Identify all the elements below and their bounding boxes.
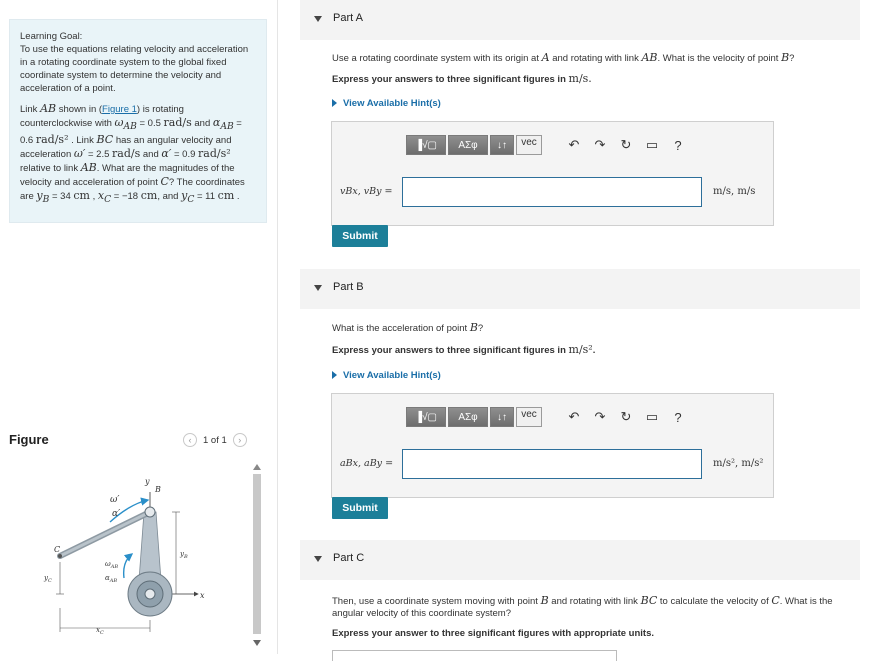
vec-button[interactable]: vec (516, 135, 542, 155)
label-alpha-ab: α (105, 574, 110, 582)
label-alpha-prime: α′ (112, 509, 121, 519)
part-a-answer-box (331, 121, 774, 226)
part-b-hint-text: View Available Hint(s) (343, 370, 441, 381)
arrows-button[interactable]: ↓↑ (490, 135, 514, 155)
svg-text:αAB (105, 574, 117, 584)
label-yc-sub: C (47, 578, 52, 584)
part-a-answer-label: vBx, vBy = (340, 186, 393, 197)
part-a-title: Part A (333, 12, 363, 24)
part-a-hint-link[interactable] (332, 98, 441, 109)
part-a-hint-text: View Available Hint(s) (343, 98, 441, 109)
label-b: B (155, 485, 161, 494)
part-a-question: Use a rotating coordinate system with its origin at A and rotating with link AB. What is the velocity of point B? (332, 51, 795, 64)
label-x: x (200, 591, 205, 600)
help-icon[interactable]: ? (674, 409, 682, 425)
part-b-hint-link[interactable] (332, 370, 441, 381)
part-b-header[interactable] (300, 269, 860, 309)
redo-icon[interactable]: ↷ (594, 137, 606, 152)
label-xc: x (96, 626, 100, 634)
part-c-question-tail: is the angular velocity of this coordinate system? (332, 596, 833, 619)
templates-button[interactable]: ▐√▢ (406, 135, 446, 155)
collapse-triangle-icon (314, 556, 322, 562)
svg-text:yB (179, 550, 188, 560)
greek-button[interactable]: ΑΣφ (448, 135, 488, 155)
undo-icon[interactable]: ↶ (568, 409, 580, 424)
part-b-toolbar (406, 407, 688, 427)
part-a-answer-input[interactable] (402, 177, 702, 207)
left-panel (0, 0, 278, 654)
learning-goal-box (9, 19, 267, 223)
label-omega-ab-sub: AB (110, 564, 119, 570)
figure-title: Figure (9, 432, 49, 447)
expand-triangle-icon (332, 371, 337, 379)
label-y: y (145, 477, 150, 486)
part-b-answer-label: aBx, aBy = (340, 458, 394, 469)
part-c-answer-box[interactable] (332, 650, 617, 661)
scroll-thumb[interactable] (253, 474, 261, 634)
problem-statement: Link AB shown in (Figure 1) is rotating counterclockwise with $\omega_{AB} = 0.5$ rad/s and $\alpha_{AB} = 0.6$ rad/s² . Link BC has an angular velocity and acceleration ω′ = 2.5 rad/s and α′ = 0.9 rad/s² relative to link AB. What are the magnitudes of the velocity and acceleration of point C? The coordinates are $y_B = 34$ cm , $x_C = -18$ cm, and $y_C = 11$ cm . (20, 102, 245, 206)
collapse-triangle-icon (314, 285, 322, 291)
mechanism-figure (40, 470, 240, 654)
templates-button[interactable]: ▐√▢ (406, 407, 446, 427)
part-a-header[interactable] (300, 0, 860, 40)
arrows-button[interactable]: ↓↑ (490, 407, 514, 427)
part-c-express: Express your answer to three significant figures with appropriate units. (332, 628, 655, 639)
undo-icon[interactable]: ↶ (568, 137, 580, 152)
part-a-toolbar (406, 135, 688, 155)
svg-text:xC (96, 626, 104, 636)
greek-button[interactable]: ΑΣφ (448, 407, 488, 427)
label-alpha-ab-sub: AB (109, 578, 118, 584)
panel-divider (277, 0, 278, 654)
keyboard-icon[interactable]: ▭ (645, 409, 659, 424)
expand-triangle-icon (332, 99, 337, 107)
part-b-question: What is the acceleration of point B? (332, 321, 484, 334)
label-yb-sub: B (183, 554, 188, 560)
scroll-down-arrow[interactable] (253, 640, 261, 646)
figure-pager (183, 433, 247, 447)
label-omega-prime: ω′ (110, 495, 120, 505)
label-yc: y (44, 574, 48, 582)
prev-figure-button[interactable]: ‹ (183, 433, 197, 447)
collapse-triangle-icon (314, 16, 322, 22)
label-c: C (54, 545, 61, 554)
part-c-title: Part C (333, 552, 365, 564)
pager-text: 1 of 1 (203, 434, 227, 446)
part-b-answer-input[interactable] (402, 449, 702, 479)
svg-text:yC (43, 574, 52, 584)
label-omega-ab: ω (105, 560, 111, 568)
next-figure-button[interactable]: › (233, 433, 247, 447)
part-b-express: Express your answers to three significant figures in m/s². (332, 343, 596, 356)
learning-goal-text: To use the equations relating velocity and acceleration in a rotating coordinate system to the global fixed coordinate system to determine the velocity and acceleration of a point. (20, 44, 249, 94)
part-a-unit-text: m/s. (568, 72, 592, 85)
reset-icon[interactable]: ↻ (620, 409, 632, 424)
figure-scrollbar[interactable] (251, 460, 263, 654)
label-xc-sub: C (99, 630, 104, 636)
scroll-up-arrow[interactable] (253, 464, 261, 470)
part-c-question: Then, use a coordinate system moving with point B and rotating with link BC to calculate the velocity of C. What is the angular velocity of this coordinate system? (332, 594, 833, 619)
label-yb: y (180, 550, 184, 558)
redo-icon[interactable]: ↷ (594, 409, 606, 424)
figure-link[interactable]: Figure 1 (102, 104, 137, 115)
help-icon[interactable]: ? (674, 137, 682, 153)
keyboard-icon[interactable]: ▭ (645, 137, 659, 152)
part-a-express: Express your answers to three significant figures in m/s. (332, 72, 592, 85)
part-b-answer-box (331, 393, 774, 498)
part-b-answer-unit: m/s², m/s² (713, 458, 764, 469)
svg-text:ωAB (105, 560, 118, 570)
reset-icon[interactable]: ↻ (620, 137, 632, 152)
part-a-submit-button[interactable]: Submit (332, 225, 388, 247)
part-a-answer-unit: m/s, m/s (713, 186, 756, 197)
vec-button[interactable]: vec (516, 407, 542, 427)
part-b-submit-button[interactable]: Submit (332, 497, 388, 519)
learning-goal-title: Learning Goal: (20, 31, 83, 42)
part-c-header[interactable] (300, 540, 860, 580)
part-b-title: Part B (333, 281, 364, 293)
